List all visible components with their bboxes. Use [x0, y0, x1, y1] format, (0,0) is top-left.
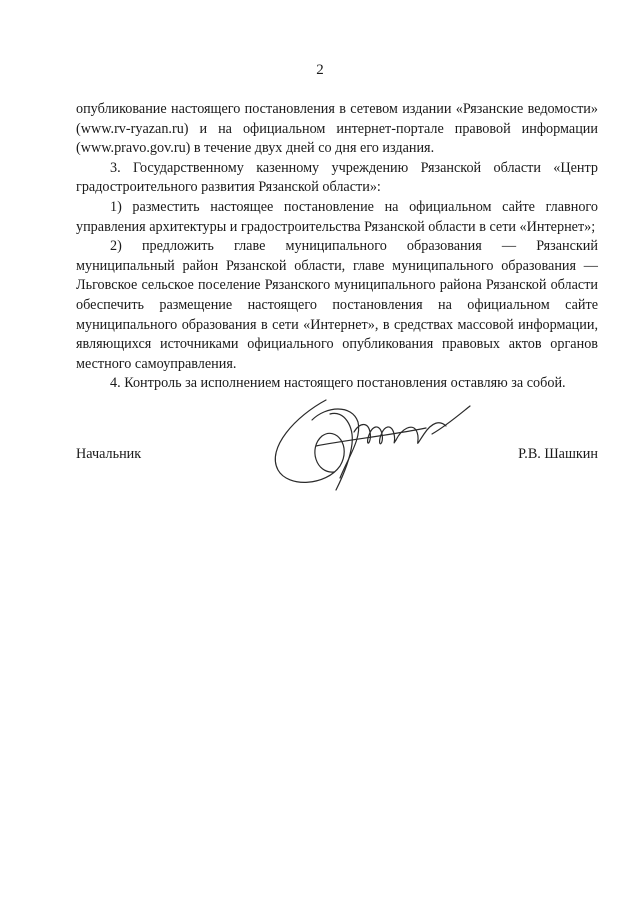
signatory-name: Р.В. Шашкин — [518, 446, 598, 462]
paragraph-item-4: 4. Контроль за исполнением настоящего постановления оставляю за собой. — [110, 375, 566, 392]
paragraph-item-3: 3. Государственному казенному учреждению Рязанской области «Центр градостроительного развития Рязанской области»: — [76, 159, 598, 196]
page-number: 2 — [316, 62, 324, 78]
handwritten-signature — [256, 386, 476, 496]
signatory-title: Начальник — [76, 446, 142, 462]
paragraph-item-3-1: 1) разместить настоящее постановление на официальном сайте главного управления архитектуры и градостроительства Рязанской области в сети «Интернет»; — [76, 198, 598, 235]
paragraph-item-3-2: 2) предложить главе муниципального образования — Рязанский муниципальный район Рязанской области, главе муниципального образования — Льговское сельское поселение Рязанского муниципального района Рязанской области обеспечить размещение настоящего постановления на официальном сайте муниципального образования в сети «Интернет», в средствах массовой информации, являющихся источниками официального опубликования правовых актов органов местного самоуправления. — [76, 238, 598, 372]
document-body — [76, 100, 598, 394]
paragraph-continuation: опубликование настоящего постановления в сетевом издании «Рязанские ведомости» (www.rv-ryazan.ru) и на официальном интернет-портале правовой информации (www.pravo.gov.ru) в течение двух дней со дня его издания. — [76, 101, 598, 157]
signature-block — [76, 446, 598, 476]
